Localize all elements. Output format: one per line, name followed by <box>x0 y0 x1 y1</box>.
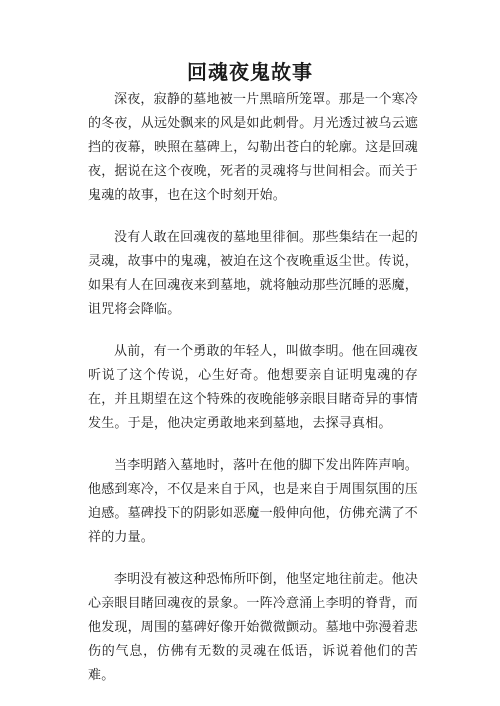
page-title: 回魂夜鬼故事 <box>187 60 313 84</box>
paragraph-1: 深夜，寂静的墓地被一片黑暗所笼罩。那是一个寒冷的冬夜，从远处飘来的风是如此刺骨。月光透过被乌云遮挡的夜幕，映照在墓碑上，勾勒出苍白的轮廓。这是回魂夜，据说在这个夜晚，死者的灵魂将与世间相会。而关于鬼魂的故事，也在这个时刻开始。 <box>88 92 419 203</box>
paragraph-5: 李明没有被这种恐怖所吓倒，他坚定地往前走。他决心亲眼目睹回魂夜的景象。一阵冷意涌上李明的脊背，而他发现，周围的墓碑好像开始微微颤动。墓地中弥漫着悲伤的气息，仿佛有无数的灵魂在低语，诉说着他们的苦难。 <box>88 572 419 683</box>
paragraph-4: 当李明踏入墓地时，落叶在他的脚下发出阵阵声响。他感到寒冷，不仅是来自于风，也是来自于周围氛围的压迫感。墓碑投下的阴影如恶魔一般伸向他，仿佛充满了不祥的力量。 <box>88 458 419 545</box>
document-body <box>88 88 418 706</box>
paragraph-3: 从前，有一个勇敢的年轻人，叫做李明。他在回魂夜听说了这个传说，心生好奇。他想要亲自证明鬼魂的存在，并且期望在这个特殊的夜晚能够亲眼目睹奇异的事情发生。于是，他决定勇敢地来到墓地，去探寻真相。 <box>88 344 419 431</box>
paragraph-2: 没有人敢在回魂夜的墓地里徘徊。那些集结在一起的灵魂，故事中的鬼魂，被迫在这个夜晚重返尘世。传说，如果有人在回魂夜来到墓地，就将触动那些沉睡的恶魔，诅咒将会降临。 <box>88 230 419 317</box>
